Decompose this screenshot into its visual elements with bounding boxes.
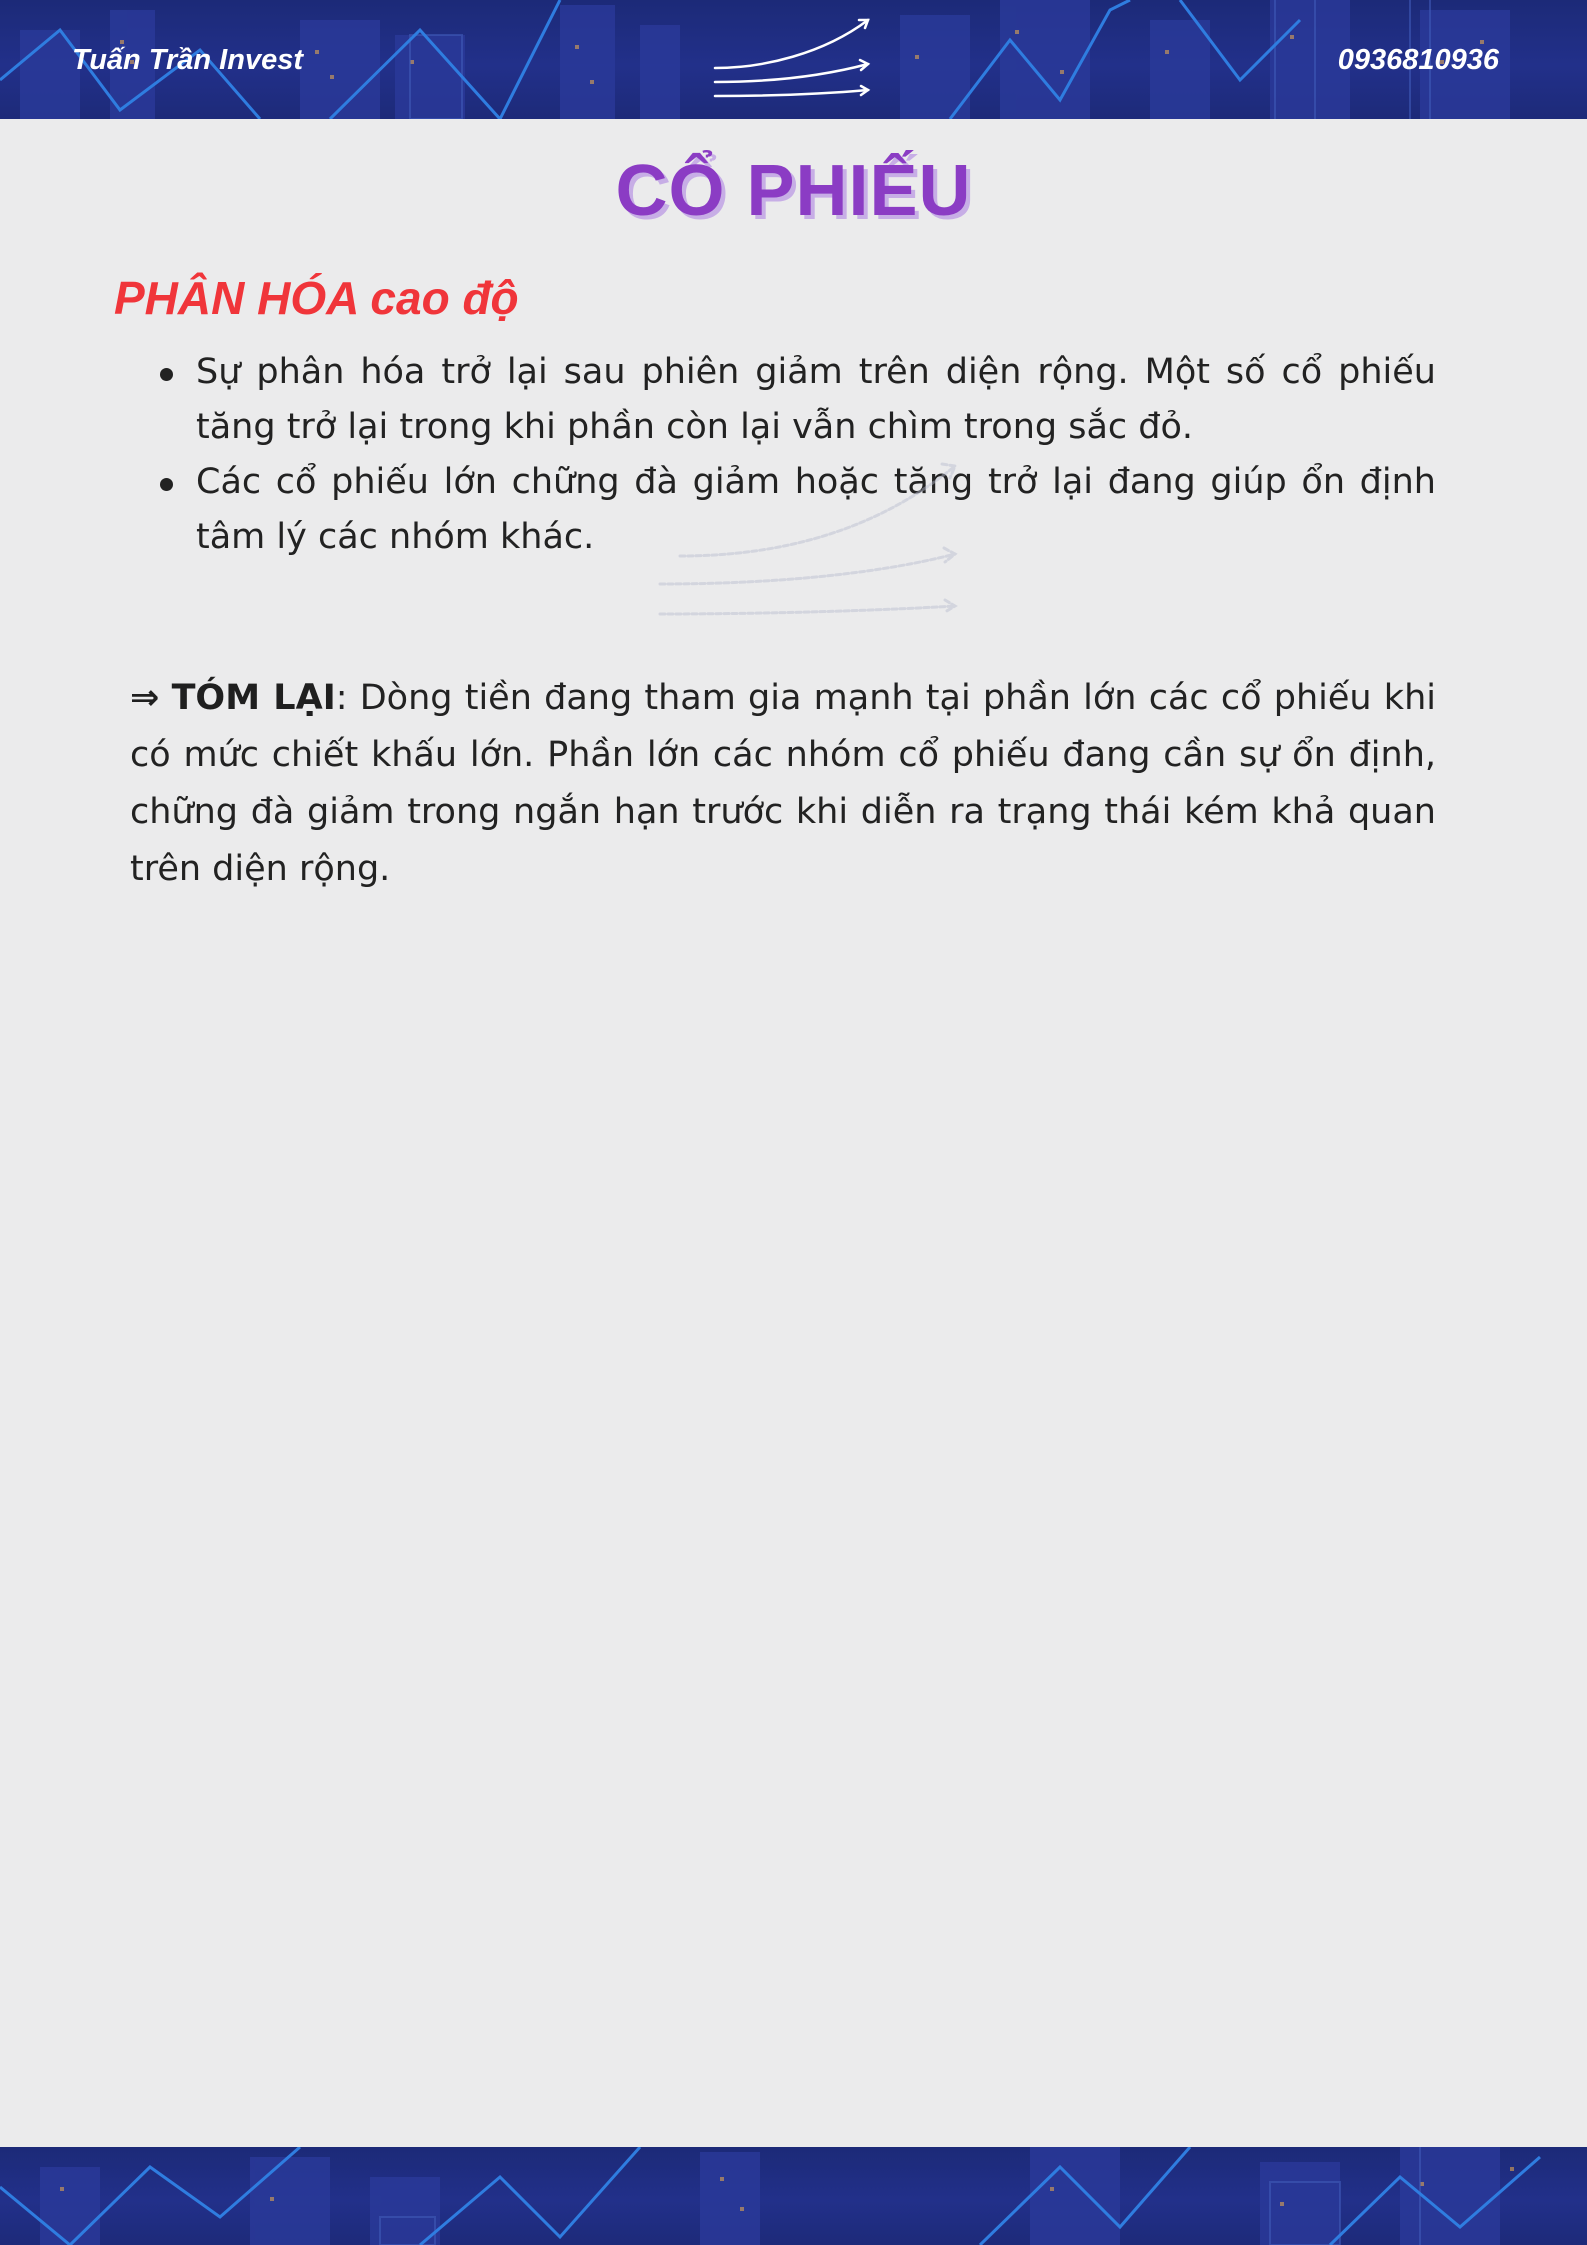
page-title: CỔ PHIẾU (615, 151, 972, 231)
phone-number: 0936810936 (1337, 44, 1499, 76)
list-item-text: Sự phân hóa trở lại sau phiên giảm trên diện rộng. Một số cổ phiếu tăng trở lại trong khi phần còn lại vẫn chìm trong sắc đỏ. (196, 352, 1436, 447)
summary-lead: TÓM LẠI (171, 678, 336, 718)
header-banner (0, 0, 1587, 119)
section-heading: PHÂN HÓA cao độ (114, 272, 519, 324)
bullet-dot-icon (160, 368, 173, 381)
list-item-text: Các cổ phiếu lớn chững đà giảm hoặc tăng trở lại đang giúp ổn định tâm lý các nhóm khác. (196, 462, 1436, 557)
bullet-dot-icon (160, 478, 173, 491)
three-rising-arrows-icon (713, 16, 873, 102)
summary-arrow-icon: ⇒ (130, 678, 160, 718)
list-item (196, 455, 1436, 565)
city-skyline-background (0, 2147, 1587, 2245)
footer-banner (0, 2147, 1587, 2245)
brand-name: Tuấn Trần Invest (72, 44, 303, 76)
bullet-list (160, 345, 1436, 565)
summary-text: : Dòng tiền đang tham gia mạnh tại phần lớn các cổ phiếu khi có mức chiết khấu lớn. Phần lớn các nhóm cổ phiếu đang cần sự ổn định, chững đà giảm trong ngắn hạn trước khi diễn ra trạng thái kém khả quan trên diện rộng. (130, 678, 1436, 889)
summary-paragraph (130, 670, 1436, 898)
list-item (196, 345, 1436, 455)
